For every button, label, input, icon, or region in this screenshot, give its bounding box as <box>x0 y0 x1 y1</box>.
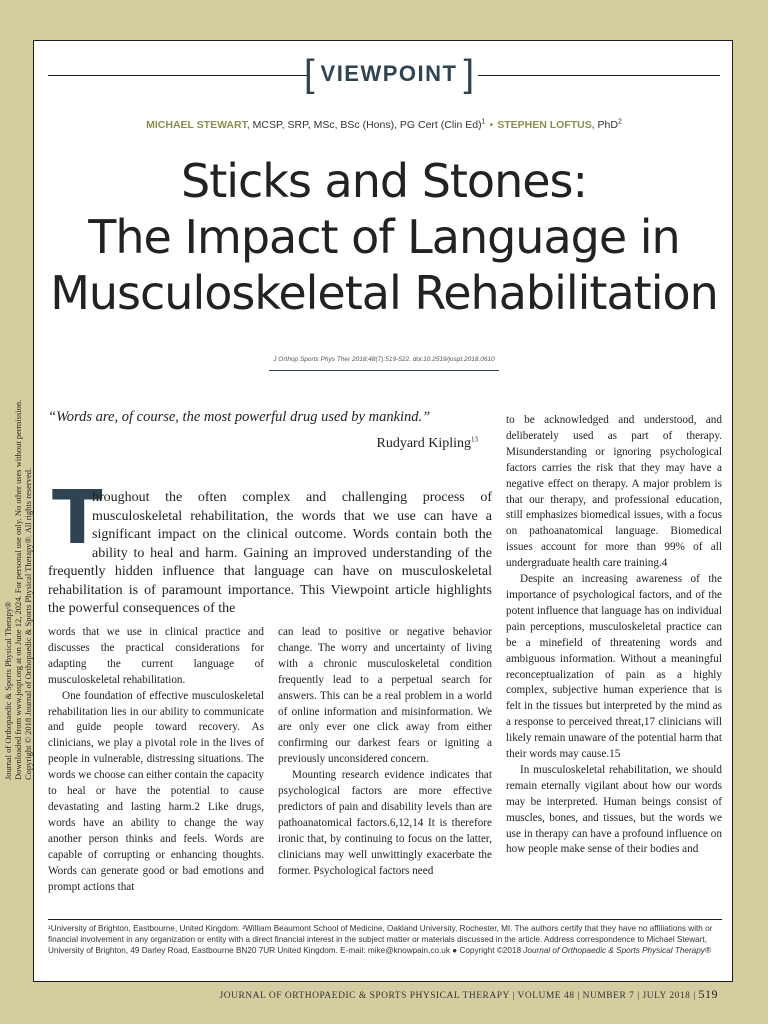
body-column-3 <box>506 413 722 915</box>
citation-rule <box>269 370 499 371</box>
paragraph: One foundation of effective musculoskeletal rehabilitation lies in our ability to communicate and guide people toward recovery. As clinicians, we play a pivotal role in the lives of people in vulnerable, distressing situations. The words we choose can either contain the capacity to heal or have the potential to cause devastating and lasting harm.2 Like drugs, words have an ability to change the way another person thinks and feels. Words are capable of corrupting or enhancing thoughts. Words can generate good or bad emotions and prompt actions that <box>48 689 264 893</box>
right-bracket-icon: ] <box>463 53 475 95</box>
title-line-3: Musculoskeletal Rehabilitation <box>50 266 718 320</box>
footnote-text: ¹University of Brighton, Eastbourne, United Kingdom. ²William Beaumont School of Medicine, Oakland University, Rochester, MI. The authors certify that they have no affiliations with or financial involvement in any organization or entity with a direct financial interest in the subject matter or materials discussed in the article. Address correspondence to Michael Stewart, University of Brighton, 49 Darley Road, Eastbourne BN20 7UR United Kingdom. E-mail: mike@knowpain.co.uk ● Copyright ©2018 <box>48 924 713 955</box>
footnote-journal: Journal of Orthopaedic & Sports Physical Therapy® <box>521 946 711 955</box>
paragraph: to be acknowledged and understood, and deliberately used as part of therapy. Misunderstanding or ignoring psychological factors carries the risk that they may have a negative effect on therapy. A major problem is that our therapy, and professional education, still emphasizes biomedical issues, with a focus on pathoanatomical language. Biomedical issues account for more than 99% of all undergraduate health care training.4 <box>506 414 722 570</box>
left-bracket-icon: [ <box>303 53 315 95</box>
paragraph: In musculoskeletal rehabilitation, we should remain eternally vigilant about how our words may be interpreted. Human beings consist of muscles, bones, and tissues, but the words we use in therapy can have a profound influence on how people make sense of their bodies and <box>506 763 722 856</box>
paragraph: Mounting research evidence indicates that psychological factors are more effective predictors of pain and disability levels than are pathoanatomical factors.6,12,14 It is therefore ironic that, by continuing to focus on the latter, clinicians may well unwittingly exacerbate the former. Psychological factors need <box>278 769 492 877</box>
footer-journal-info: JOURNAL OF ORTHOPAEDIC & SPORTS PHYSICAL THERAPY | VOLUME 48 | NUMBER 7 | JULY 2018 | <box>219 991 696 1001</box>
epigraph-author-name: Rudyard Kipling <box>376 436 471 451</box>
footnote-rule <box>48 919 722 920</box>
author-2-affiliation: 2 <box>617 118 622 126</box>
header-rule-right <box>478 75 720 76</box>
section-heading <box>289 55 489 93</box>
section-label: VIEWPOINT <box>320 61 458 86</box>
author-1-name: MICHAEL STEWART, <box>146 119 250 131</box>
article-title <box>34 153 733 321</box>
abstract-text: hroughout the often complex and challenging process of musculoskeletal rehabilitation, the words that we use can have a significant impact on the clinical outcome. Words contain both the ability to heal and harm. Gaining an improved understanding of the frequently hidden influence that language can have on musculoskeletal rehabilitation is of paramount importance. This Viewpoint article highlights the powerful consequences of the <box>48 490 492 616</box>
running-footer <box>220 987 718 1002</box>
author-2-credentials: PhD <box>594 119 618 131</box>
title-line-2: The Impact of Language in <box>88 210 680 264</box>
paragraph: words that we use in clinical practice and discusses the practical considerations for adapting the current language of musculoskeletal rehabilitation. <box>48 626 264 686</box>
article-page <box>33 40 733 982</box>
citation: J Orthop Sports Phys Ther 2018;48(7):519-522. doi:10.2519/jospt.2018.0610 <box>273 356 495 363</box>
header-rule-left <box>48 75 308 76</box>
author-separator: • <box>489 119 494 131</box>
body-column-1 <box>48 625 264 915</box>
author-1-affiliation: 1 <box>481 118 486 126</box>
abstract <box>48 489 492 619</box>
author-line <box>34 119 733 131</box>
body-column-2 <box>278 625 492 915</box>
paragraph: can lead to positive or negative behavior change. The worry and uncertainty of living with a chronic musculoskeletal condition frequently lead to a perpetual search for answers. This can be a real problem in a world of online information and misinformation. We are only ever one click away from either confirming our darkest fears or igniting a previously unconsidered concern. <box>278 626 492 766</box>
page-number: 519 <box>698 987 718 1001</box>
notice-line-3: Copyright © 2018 Journal of Orthopaedic & Sports Physical Therapy®. All rights reserved. <box>23 467 33 780</box>
author-1-credentials: MCSP, SRP, MSc, BSc (Hons), PG Cert (Clin Ed) <box>249 119 482 131</box>
title-line-1: Sticks and Stones: <box>181 154 587 208</box>
epigraph-author <box>234 436 478 452</box>
notice-line-1: Journal of Orthopaedic & Sports Physical Therapy® <box>3 601 13 780</box>
drop-cap: T <box>52 475 103 561</box>
epigraph-ref: 13 <box>471 435 478 444</box>
affiliation-footnote <box>48 923 724 956</box>
paragraph: Despite an increasing awareness of the importance of psychological factors, and of the potent influence that language has on individual pain perceptions, musculoskeletal practice can be a minefield of threatening words and ambiguous information. Without a meaningful reconceptualization of pain as a highly complex, subjective human experience that is felt in the tissues but interpreted by the mind as a response to perceived threat,17 clinicians will likely remain unaware of the potential harm that their words may cause.15 <box>506 573 722 761</box>
notice-line-2: Downloaded from www.jospt.org at on June 12, 2024. For personal use only. No other uses without permission. <box>13 399 23 780</box>
epigraph-quote: “Words are, of course, the most powerful drug used by mankind.” <box>48 409 431 425</box>
author-2-name: STEPHEN LOFTUS, <box>497 119 595 131</box>
